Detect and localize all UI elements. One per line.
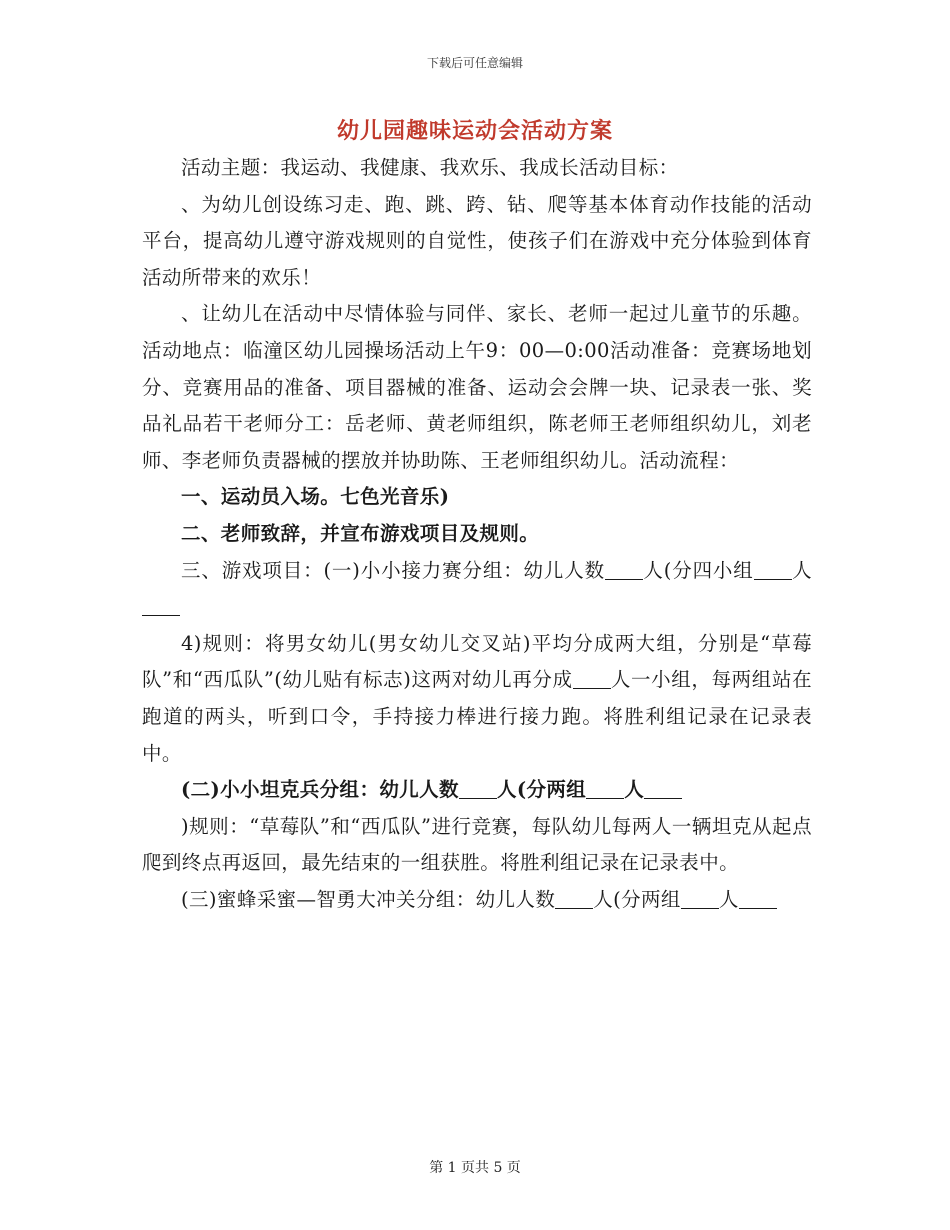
fill-blank [605,559,643,580]
page-header: 下载后可任意编辑 [426,56,523,70]
text-segment: 4)规则：将男女幼儿(男女幼儿交叉站)平均分成两大组，分别是“草莓队”和“西瓜队”(幼儿贴有标志)这两对幼儿再分成 [142,631,812,692]
paragraph-rule-1 [142,626,812,772]
paragraph-goal-2: 、让幼儿在活动中尽情体验与同伴、家长、老师一起过儿童节的乐趣。活动地点：临潼区幼儿园操场活动上午9：00—0:00活动准备：竞赛场地划分、竞赛用品的准备、项目器械的准备、运动会会牌一块、记录表一张、奖品礼品若干老师分工：岳老师、黄老师组织，陈老师王老师组织幼儿，刘老师、李老师负责器械的摆放并协助陈、王老师组织幼儿。活动流程： [142,302,812,472]
fill-blank [681,888,719,909]
text-segment: 三、游戏项目：(一)小小接力赛分组：幼儿人数 [181,558,605,582]
text-segment: 人 [718,887,739,911]
paragraph-step-3 [142,553,812,626]
paragraph-game-2 [142,772,812,809]
fill-blank [142,596,180,617]
paragraph-step-2: 二、老师致辞，并宣布游戏项目及规则。 [181,521,540,545]
paragraph-step-1: 一、运动员入场。七色光音乐) [181,485,450,509]
text-segment: 人一小组，每两组站在跑道的两头，听到口令，手持接力棒进行接力跑。将胜利组记录在记录表中。 [142,668,812,765]
text-segment: 人(分四小组 [642,558,754,582]
fill-blank [555,888,593,909]
fill-blank [754,559,792,580]
fill-blank [459,779,497,800]
text-segment: (三)蜜蜂采蜜—智勇大冲关分组：幼儿人数 [181,887,556,911]
document-body [142,150,812,918]
text-segment: 人(分两组 [496,778,587,802]
text-segment: 人(分两组 [593,887,681,911]
page-footer: 第 1 页共 5 页 [429,1160,521,1176]
fill-blank [573,669,611,690]
document-title: 幼儿园趣味运动会活动方案 [336,118,613,144]
text-segment: (二)小小坦克兵分组：幼儿人数 [181,778,459,802]
paragraph-rule-2: )规则：“草莓队”和“西瓜队”进行竞赛，每队幼儿每两人一辆坦克从起点爬到终点再返回，最先结束的一组获胜。将胜利组记录在记录表中。 [142,814,812,875]
text-segment: 人 [624,778,645,802]
fill-blank [739,888,777,909]
paragraph-game-3 [142,882,812,919]
text-segment: 人 [791,558,813,582]
paragraph-theme: 活动主题：我运动、我健康、我欢乐、我成长活动目标： [181,156,679,179]
paragraph-goal-1: 、为幼儿创设练习走、跑、跳、跨、钻、爬等基本体育动作技能的活动平台，提高幼儿遵守游戏规则的自觉性，使孩子们在游戏中充分体验到体育活动所带来的欢乐！ [142,192,812,289]
fill-blank [644,779,682,800]
fill-blank [586,779,624,800]
